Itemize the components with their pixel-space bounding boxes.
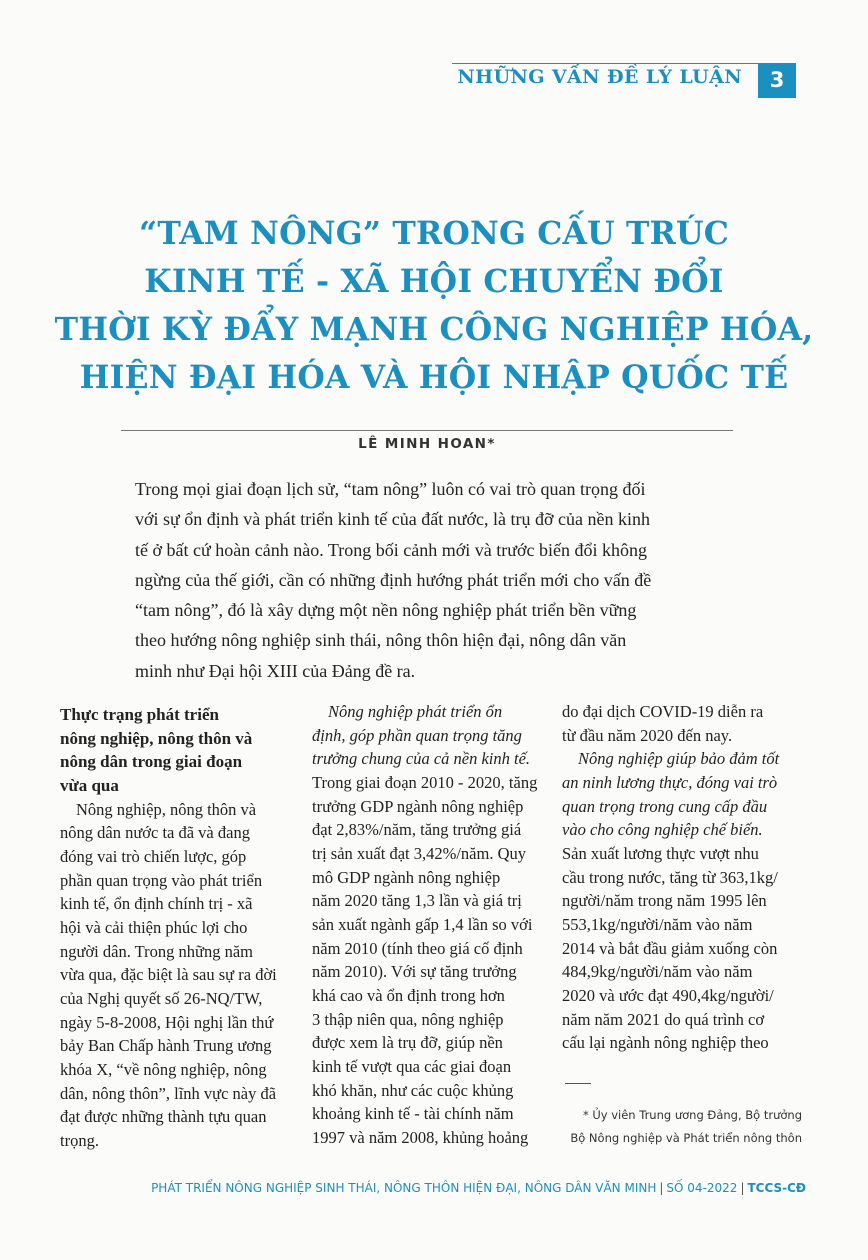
abstract-line: tế ở bất cứ hoàn cảnh nào. Trong bối cảnh mới và trước biến đổi không bbox=[135, 539, 647, 560]
author-name: LÊ MINH HOAN* bbox=[358, 436, 496, 452]
body-line: Nông nghiệp, nông thôn và bbox=[76, 799, 257, 819]
body-line: cầu trong nước, tăng từ 363,1kg/ bbox=[562, 867, 778, 887]
abstract-line: với sự ổn định và phát triển kinh tế của đất nước, là trụ đỡ của nền kinh bbox=[135, 509, 650, 530]
body-line: ngày 5-8-2008, Hội nghị lần thứ bbox=[60, 1012, 274, 1032]
body-line: do đại dịch COVID-19 diễn ra bbox=[562, 702, 764, 721]
body-line: Sản xuất lương thực vượt nhu bbox=[562, 843, 759, 863]
title-line: THỜI KỲ ĐẨY MẠNH CÔNG NGHIỆP HÓA, bbox=[54, 311, 814, 348]
body-line: năm 2010). Với sự tăng trưởng bbox=[312, 962, 517, 982]
section-heading-line: nông dân trong giai đoạn bbox=[60, 752, 243, 772]
footer-separator: | bbox=[659, 1181, 664, 1195]
footer-theme: PHÁT TRIỂN NÔNG NGHIỆP SINH THÁI, NÔNG THÔN HIỆN ĐẠI, NÔNG DÂN VĂN MINH bbox=[151, 1181, 657, 1195]
body-line: khó khăn, như các cuộc khủng bbox=[312, 1080, 514, 1100]
body-line: người dân. Trong những năm bbox=[60, 941, 253, 961]
section-heading-line: nông nghiệp, nông thôn và bbox=[60, 728, 253, 748]
body-line: bảy Ban Chấp hành Trung ương bbox=[60, 1036, 272, 1056]
body-line: hội và cải thiện phúc lợi cho bbox=[60, 917, 248, 937]
footer-journal-code: TCCS-CĐ bbox=[747, 1181, 806, 1195]
body-line: 2014 và bắt đầu giảm xuống còn bbox=[562, 938, 778, 958]
body-line: mô GDP ngành nông nghiệp bbox=[312, 867, 501, 887]
body-line: khá cao và ổn định trong hơn bbox=[312, 985, 505, 1005]
italic-lead-line: an ninh lương thực, đóng vai trò bbox=[562, 772, 778, 792]
body-line: kinh tế vượt qua các giai đoạn bbox=[312, 1056, 512, 1076]
title-line: HIỆN ĐẠI HÓA VÀ HỘI NHẬP QUỐC TẾ bbox=[79, 359, 789, 396]
title-line: “TAM NÔNG” TRONG CẤU TRÚC bbox=[139, 215, 729, 252]
abstract-line: minh như Đại hội XIII của Đảng đề ra. bbox=[135, 660, 416, 681]
body-column-1 bbox=[60, 703, 292, 1152]
body-line: đạt 2,83%/năm, tăng trưởng giá bbox=[312, 820, 522, 840]
body-line: khoảng kinh tế - tài chính năm bbox=[312, 1104, 514, 1124]
abstract-line: theo hướng nông nghiệp sinh thái, nông thôn hiện đại, nông dân văn bbox=[135, 630, 627, 651]
body-line: 1997 và năm 2008, khủng hoảng bbox=[312, 1127, 529, 1147]
footnote-line: * Ủy viên Trung ương Đảng, Bộ trưởng bbox=[582, 1108, 802, 1122]
footer-separator: | bbox=[740, 1181, 745, 1195]
page-footer bbox=[120, 1181, 806, 1195]
title-line: KINH TẾ - XÃ HỘI CHUYỂN ĐỔI bbox=[144, 263, 724, 300]
body-line: trị sản xuất đạt 3,42%/năm. Quy bbox=[312, 843, 527, 863]
footnote-divider bbox=[565, 1083, 591, 1084]
body-line: phần quan trọng vào phát triển bbox=[60, 870, 263, 890]
body-column-3 bbox=[562, 700, 794, 1055]
page-number-badge: 3 bbox=[758, 63, 796, 98]
abstract bbox=[135, 474, 720, 686]
italic-lead-line: vào cho công nghiệp chế biến. bbox=[562, 820, 763, 840]
section-heading-line: Thực trạng phát triển bbox=[60, 705, 219, 724]
author-divider bbox=[121, 430, 733, 431]
article-title bbox=[40, 210, 828, 402]
abstract-line: Trong mọi giai đoạn lịch sử, “tam nông” luôn có vai trò quan trọng đối bbox=[135, 479, 646, 499]
italic-lead-line: trưởng chung của cả nền kinh tế. bbox=[312, 749, 531, 769]
body-line: 3 thập niên qua, nông nghiệp bbox=[312, 1009, 504, 1029]
body-line: khóa X, “về nông nghiệp, nông bbox=[60, 1059, 267, 1079]
italic-lead-line: Nông nghiệp giúp bảo đảm tốt bbox=[578, 749, 780, 769]
author-footnote bbox=[562, 1104, 802, 1150]
body-line: kinh tế, ổn định chính trị - xã bbox=[60, 894, 253, 914]
body-line: năm 2020 tăng 1,3 lần và giá trị bbox=[312, 891, 522, 911]
body-line: năm 2010 (tính theo giá cố định bbox=[312, 938, 523, 958]
body-line: từ đầu năm 2020 đến nay. bbox=[562, 725, 733, 745]
section-title: NHỮNG VẤN ĐỀ LÝ LUẬN bbox=[457, 66, 742, 88]
footer-issue: SỐ 04-2022 bbox=[666, 1181, 738, 1195]
italic-lead-line: quan trọng trong cung cấp đầu bbox=[562, 796, 768, 816]
body-line: 553,1kg/người/năm vào năm bbox=[562, 914, 753, 934]
body-line: sản xuất ngành gấp 1,4 lần so với bbox=[312, 914, 533, 934]
italic-lead-line: định, góp phần quan trọng tăng bbox=[312, 725, 522, 745]
body-line: đóng vai trò chiến lược, góp bbox=[60, 846, 247, 866]
body-line: của Nghị quyết số 26-NQ/TW, bbox=[60, 988, 263, 1008]
body-line: 484,9kg/người/năm vào năm bbox=[562, 962, 753, 982]
body-line: được xem là trụ đỡ, giúp nền bbox=[312, 1033, 503, 1053]
body-line: Trong giai đoạn 2010 - 2020, tăng bbox=[312, 772, 538, 792]
body-line: cấu lại ngành nông nghiệp theo bbox=[562, 1033, 769, 1053]
abstract-line: “tam nông”, đó là xây dựng một nền nông nghiệp phát triển bền vững bbox=[135, 600, 637, 621]
body-line: trưởng GDP ngành nông nghiệp bbox=[312, 796, 524, 816]
body-line: vừa qua, đặc biệt là sau sự ra đời bbox=[60, 965, 277, 985]
body-line: 2020 và ước đạt 490,4kg/người/ bbox=[562, 985, 774, 1005]
body-line: dân, nông thôn”, lĩnh vực này đã bbox=[60, 1083, 277, 1103]
footnote-line: Bộ Nông nghiệp và Phát triển nông thôn bbox=[570, 1131, 802, 1145]
body-line: năm năm 2021 do quá trình cơ bbox=[562, 1009, 765, 1029]
body-column-2 bbox=[312, 700, 544, 1149]
abstract-line: ngừng của thế giới, cần có những định hướng phát triển mới cho vấn đề bbox=[135, 569, 652, 590]
section-heading-line: vừa qua bbox=[60, 775, 119, 795]
italic-lead-line: Nông nghiệp phát triển ổn bbox=[328, 702, 503, 721]
body-line: nông dân nước ta đã và đang bbox=[60, 823, 250, 843]
body-line: đạt được những thành tựu quan bbox=[60, 1107, 267, 1127]
body-line: trọng. bbox=[60, 1130, 99, 1150]
body-line: người/năm trong năm 1995 lên bbox=[562, 891, 767, 911]
